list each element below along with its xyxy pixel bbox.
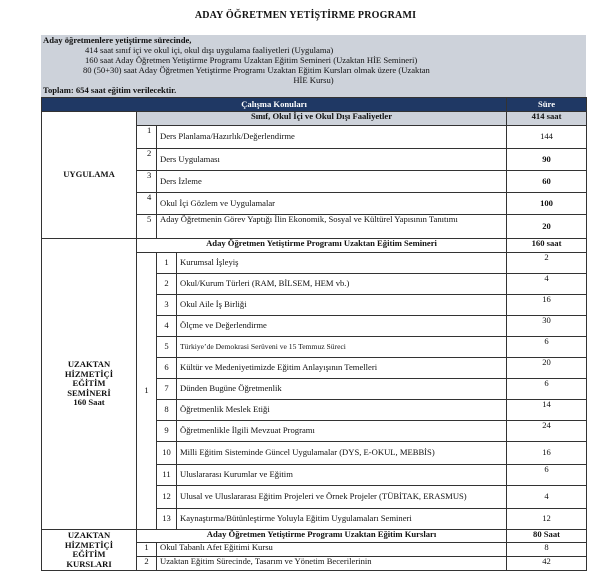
section-label-line: HİZMETİÇİ (64, 368, 114, 379)
row-no: 5 (137, 215, 157, 239)
section-uygulama: UYGULAMA (42, 112, 137, 239)
row-no: 1 (137, 126, 157, 149)
row-val: 100 (507, 193, 587, 215)
row-no: 1 (137, 543, 157, 557)
section-label-line: EĞİTİM (72, 378, 106, 389)
uygulama-title: Sınıf, Okul İçi ve Okul Dışı Faaliyetler (137, 112, 507, 126)
row-text: Okul Tabanlı Afet Eğitimi Kursu (157, 543, 507, 557)
page-title: ADAY ÖĞRETMEN YETİŞTİRME PROGRAMI (194, 10, 417, 21)
row-val: 8 (507, 543, 587, 557)
row-text: Ders İzleme (157, 171, 507, 193)
section-label-line: KURSLARI (66, 558, 112, 569)
intro-box (41, 35, 586, 97)
row-no: 1 (157, 253, 177, 274)
row-val: 42 (507, 557, 587, 571)
row-text: Milli Eğitim Sisteminde Güncel Uygulamalar (DYS, E-OKUL, MEBBİS) (177, 442, 507, 465)
section-title-row (42, 112, 587, 126)
row-text: Kültür ve Medeniyetimizde Eğitim Anlayışının Temelleri (177, 358, 507, 379)
row-no: 10 (157, 442, 177, 465)
intro-line: 414 saat sınıf içi ve okul içi, okul dışı uygulama faaliyetleri (Uygulama) (85, 45, 334, 55)
row-no: 6 (157, 358, 177, 379)
row-text: Okul İçi Gözlem ve Uygulamalar (157, 193, 507, 215)
row-no: 13 (157, 509, 177, 530)
group-no: 1 (137, 253, 157, 530)
section-label-line: UZAKTAN (67, 359, 111, 370)
row-no: 8 (157, 400, 177, 421)
intro-total: Toplam: 654 saat eğitim verilecektir. (43, 85, 177, 95)
row-no: 5 (157, 337, 177, 358)
row-no: 2 (157, 274, 177, 295)
header-topics: Çalışma Konuları (42, 98, 507, 112)
section-label-line: SEMİNERİ (67, 387, 111, 398)
row-val: 16 (507, 295, 587, 316)
section-label-line: 160 Saat (73, 397, 105, 408)
row-text: Ders Uygulaması (157, 149, 507, 171)
row-text: Ders Planlama/Hazırlık/Değerlendirme (157, 126, 507, 149)
row-val: 12 (507, 509, 587, 530)
row-val: 60 (507, 171, 587, 193)
intro-line: Aday öğretmenlere yetiştirme sürecinde, (43, 35, 192, 45)
seminer-total: 160 saat (507, 239, 587, 253)
row-no: 11 (157, 465, 177, 486)
row-val: 20 (507, 358, 587, 379)
row-text: Okul/Kurum Türleri (RAM, BİLSEM, HEM vb.) (177, 274, 507, 295)
seminer-title: Aday Öğretmen Yetiştirme Programı Uzaktan Eğitim Semineri (137, 239, 507, 253)
section-title-row (42, 530, 587, 543)
section-label-line: EĞİTİM (72, 549, 106, 559)
row-no: 3 (137, 171, 157, 193)
row-no: 4 (137, 193, 157, 215)
row-text: Kurumsal İşleyiş (177, 253, 507, 274)
section-title-row (42, 239, 587, 253)
program-table (41, 97, 587, 571)
intro-line: 80 (50+30) saat Aday Öğretmen Yetiştirme Programı Uzaktan Eğitim Kursları olmak üzere (Uzaktan (83, 65, 430, 75)
row-text: Ölçme ve Değerlendirme (177, 316, 507, 337)
section-label-line: HİZMETİÇİ (64, 539, 114, 550)
row-no: 2 (137, 557, 157, 571)
kurs-title: Aday Öğretmen Yetiştirme Programı Uzaktan Eğitim Kursları (137, 530, 507, 543)
section-label-line: UZAKTAN (67, 530, 111, 540)
row-val: 24 (507, 421, 587, 442)
row-val: 20 (507, 215, 587, 239)
row-text: Aday Öğretmenin Görev Yaptığı İlin Ekonomik, Sosyal ve Kültürel Yapısının Tanıtımı (157, 215, 507, 239)
row-text: Okul Aile İş Birliği (177, 295, 507, 316)
row-no: 4 (157, 316, 177, 337)
row-no: 9 (157, 421, 177, 442)
row-val: 90 (507, 149, 587, 171)
section-kurs (42, 530, 137, 571)
intro-line: HİE Kursu) (293, 75, 334, 85)
row-text: Öğretmenlik Meslek Etiği (177, 400, 507, 421)
row-val: 2 (507, 253, 587, 274)
row-val: 30 (507, 316, 587, 337)
uygulama-total: 414 saat (507, 112, 587, 126)
row-no: 12 (157, 486, 177, 509)
header-duration: Süre (507, 98, 587, 112)
row-val: 14 (507, 400, 587, 421)
row-val: 6 (507, 337, 587, 358)
row-text: Ulusal ve Uluslararası Eğitim Projeleri ve Örnek Projeler (TÜBİTAK, ERASMUS) (177, 486, 507, 509)
row-val: 6 (507, 465, 587, 486)
kurs-total: 80 Saat (507, 530, 587, 543)
section-seminer (42, 239, 137, 530)
intro-line: 160 saat Aday Öğretmen Yetiştirme Programı Uzaktan Eğitim Semineri (Uzaktan HİE Semineri) (85, 55, 418, 65)
row-no: 2 (137, 149, 157, 171)
row-text: Uzaktan Eğitim Sürecinde, Tasarım ve Yönetim Becerilerinin (157, 557, 507, 571)
row-val: 4 (507, 274, 587, 295)
row-text: Uluslararası Kurumlar ve Eğitim (177, 465, 507, 486)
row-val: 4 (507, 486, 587, 509)
row-val: 6 (507, 379, 587, 400)
table-header (42, 98, 587, 112)
row-text: Kaynaştırma/Bütünleştirme Yoluyla Eğitim Uygulamaları Semineri (177, 509, 507, 530)
row-text: Türkiye’de Demokrasi Serüveni ve 15 Temmuz Süreci (177, 337, 507, 358)
row-no: 7 (157, 379, 177, 400)
row-no: 3 (157, 295, 177, 316)
row-text: Öğretmenlikle İlgili Mevzuat Programı (177, 421, 507, 442)
row-val: 16 (507, 442, 587, 465)
row-val: 144 (507, 126, 587, 149)
row-text: Dünden Bugüne Öğretmenlik (177, 379, 507, 400)
